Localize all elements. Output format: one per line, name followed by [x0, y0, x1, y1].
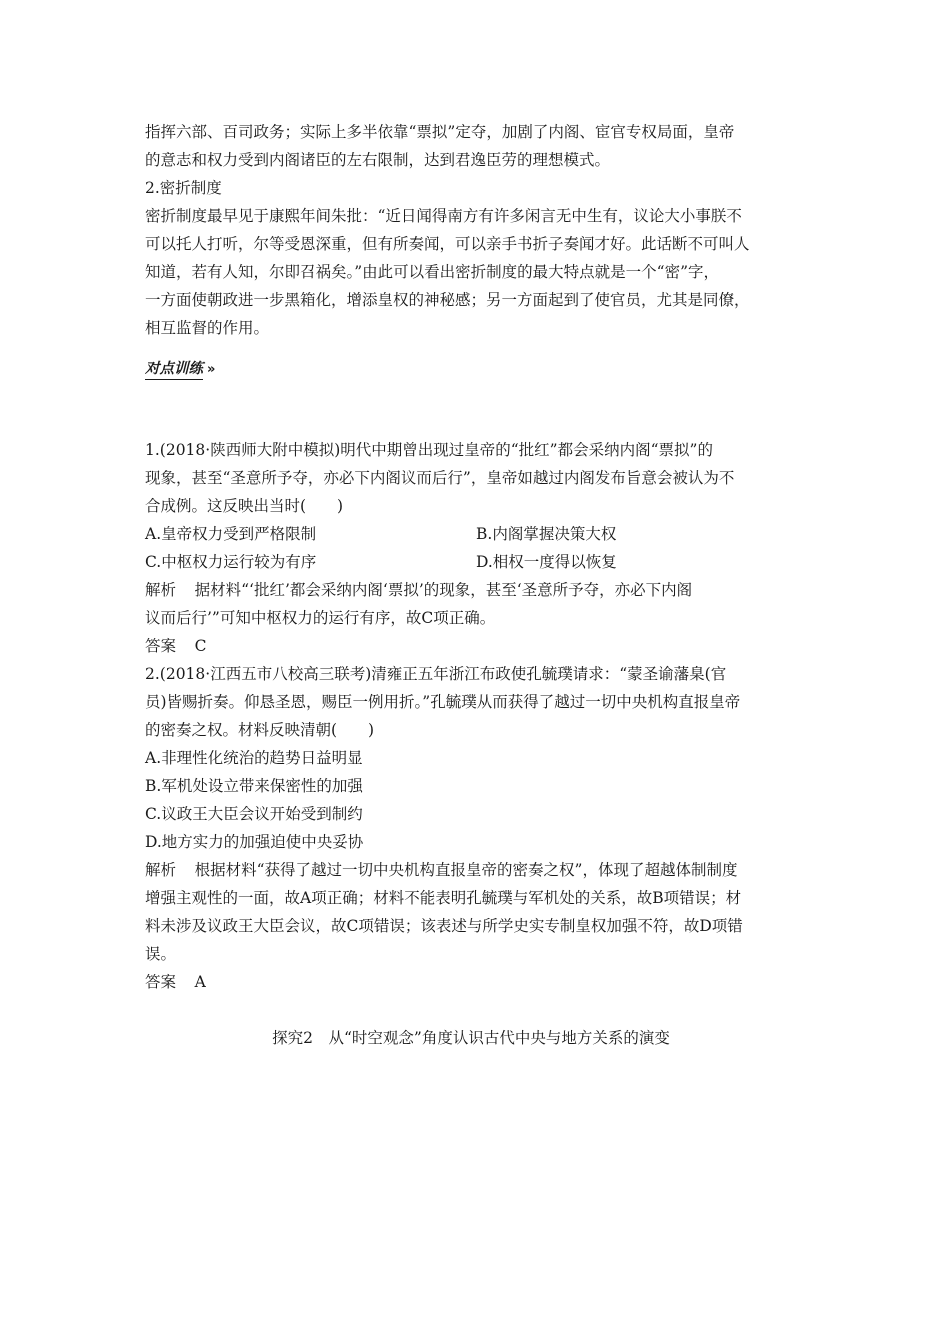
- option-row: [145, 548, 807, 576]
- double-chevron-right-icon: »: [207, 362, 213, 377]
- document-page: [145, 118, 807, 1052]
- answer-line: [145, 632, 807, 660]
- analysis-label: 解析: [145, 581, 177, 599]
- question-stem-line: 1.(2018·陕西师大附中模拟)明代中期曾出现过皇帝的“批红”都会采纳内阁“票拟”的: [145, 441, 713, 459]
- analysis-text: 根据材料“获得了越过一切中央机构直报皇帝的密奏之权”，体现了超越体制制度: [194, 861, 738, 879]
- text-line: 知道，若有人知，尔即召祸矣。”由此可以看出密折制度的最大特点就是一个“密”字，: [145, 263, 720, 281]
- question-stem-line: 的密奏之权。材料反映清朝( ): [145, 721, 375, 739]
- text-line: 指挥六部、百司政务；实际上多半依靠“票拟”定夺，加剧了内阁、宦官专权局面，皇帝: [145, 123, 735, 141]
- analysis-line: 误。: [145, 945, 177, 963]
- analysis-line: [145, 576, 807, 604]
- option-a: A.非理性化统治的趋势日益明显: [145, 749, 363, 767]
- analysis-line: 增强主观性的一面，故A项正确；材料不能表明孔毓璞与军机处的关系，故B项错误；材: [145, 889, 742, 907]
- analysis-line: [145, 856, 807, 884]
- analysis-line: 料未涉及议政王大臣会议，故C项错误；该表述与所学史实专制皇权加强不符，故D项错: [145, 917, 743, 935]
- option-d: D.地方实力的加强迫使中央妥协: [145, 833, 364, 851]
- question-1: [145, 436, 807, 660]
- answer-label: 答案: [145, 637, 177, 655]
- option-c: C.中枢权力运行较为有序: [145, 553, 317, 571]
- option-b: B.内阁掌握决策大权: [476, 525, 617, 543]
- option-row: [145, 520, 807, 548]
- option-d: D.相权一度得以恢复: [476, 553, 617, 571]
- section-title: 探究2 从“时空观念”角度认识古代中央与地方关系的演变: [272, 1029, 670, 1047]
- section2-paragraph: [145, 202, 807, 342]
- text-line: 可以托人打听，尔等受恩深重，但有所奏闻，可以亲手书折子奏闻才好。此话断不可叫人: [145, 235, 750, 253]
- answer-line: [145, 968, 807, 996]
- section-heading: 2.密折制度: [145, 179, 222, 197]
- analysis-label: 解析: [145, 861, 177, 879]
- question-stem-line: 合成例。这反映出当时( ): [145, 497, 344, 515]
- answer-label: 答案: [145, 973, 177, 991]
- text-line: 一方面使朝政进一步黑箱化，增添皇权的神秘感；另一方面起到了使官员，尤其是同僚，: [145, 291, 750, 309]
- question-stem-line: 员)皆赐折奏。仰恳圣恩，赐臣一例用折。”孔毓璞从而获得了越过一切中央机构直报皇帝: [145, 693, 741, 711]
- answer-value: C: [194, 637, 207, 655]
- answer-value: A: [194, 973, 206, 991]
- question-stem-line: 2.(2018·江西五市八校高三联考)清雍正五年浙江布政使孔毓璞请求：“蒙圣谕藩臬(官: [145, 665, 727, 683]
- question-stem-line: 现象，甚至“圣意所予夺，亦必下内阁议而后行”，皇帝如越过内阁发布旨意会被认为不: [145, 469, 735, 487]
- option-a: A.皇帝权力受到严格限制: [145, 525, 317, 543]
- analysis-text: 据材料“‘批红’都会采纳内阁‘票拟’的现象，甚至‘圣意所予夺，亦必下内阁: [194, 581, 693, 599]
- intro-paragraph: [145, 118, 807, 174]
- analysis-line: 议而后行’”可知中枢权力的运行有序，故C项正确。: [145, 609, 496, 627]
- option-b: B.军机处设立带来保密性的加强: [145, 777, 363, 795]
- practice-heading: [145, 350, 807, 390]
- practice-heading-label: 对点训练: [145, 360, 203, 380]
- text-line: 相互监督的作用。: [145, 319, 270, 337]
- option-c: C.议政王大臣会议开始受到制约: [145, 805, 363, 823]
- text-line: 的意志和权力受到内阁诸臣的左右限制，达到君逸臣劳的理想模式。: [145, 151, 611, 169]
- question-2: [145, 660, 807, 996]
- text-line: 密折制度最早见于康熙年间朱批：“近日闻得南方有许多闲言无中生有，议论大小事朕不: [145, 207, 742, 225]
